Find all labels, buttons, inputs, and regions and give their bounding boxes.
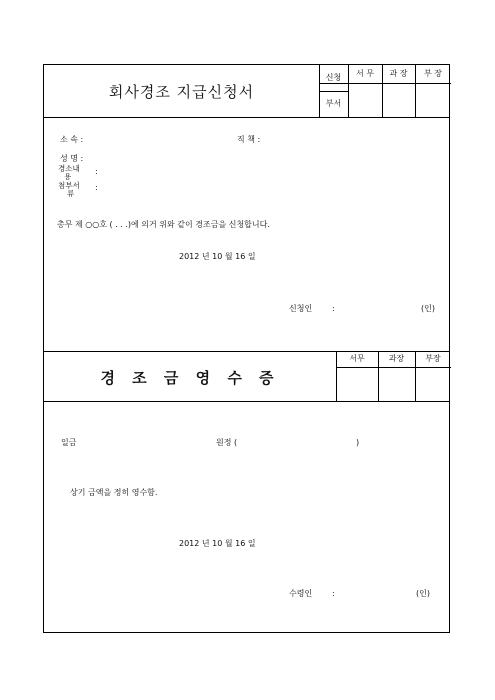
dept-label: 부서 [325,99,342,108]
affiliation-label: 소 속 : [60,135,84,144]
applicant-label: 신청인 [289,304,313,313]
receiver-seal: (인) [416,589,430,598]
applicant-seal: (인) [421,304,435,313]
application-statement: 총무 제 ○○호 ( . . .)에 의거 위와 같이 경조금을 신청합니다. [57,220,270,229]
receipt-approval-row-line [336,367,451,368]
position-label: 직 책 : [237,135,261,144]
name-label: 성 명 : [60,154,84,163]
receipt-manager-label: 과장 [388,354,405,363]
receipt-date: 2012 년 10 월 16 일 [179,539,256,548]
attachments-label-b: 류 [67,189,75,198]
amount-label: 일금 [61,438,77,447]
receipt-director-label: 부장 [425,354,441,363]
won-close: ) [356,438,360,447]
approval-manager-label: 과 장 [389,69,408,78]
section-divider [44,401,449,402]
form-frame [43,64,450,633]
event-content-colon: : [95,167,98,176]
won-label: 원정 ( [216,438,238,447]
event-content-label-b: 용 [64,172,72,181]
approval-clerk-label: 서 무 [356,69,374,78]
receipt-statement: 상기 금액을 정히 영수함. [70,488,158,497]
approval-director-label: 부 장 [424,69,442,78]
attachments-label: 첨부서 [58,181,80,190]
receipt-title: 경 조 금 영 수 증 [100,368,280,387]
apply-label: 신청 [325,73,342,82]
attachments-colon: : [95,183,98,192]
applicant-colon: : [332,304,335,313]
receiver-colon: : [332,589,335,598]
application-title: 회사경조 지급신청서 [108,82,255,101]
section-divider [44,117,449,118]
receipt-clerk-label: 서무 [349,354,365,363]
application-date: 2012 년 10 월 16 일 [179,252,256,261]
event-content-label: 경소내 [58,164,80,173]
receiver-label: 수령인 [289,589,313,598]
